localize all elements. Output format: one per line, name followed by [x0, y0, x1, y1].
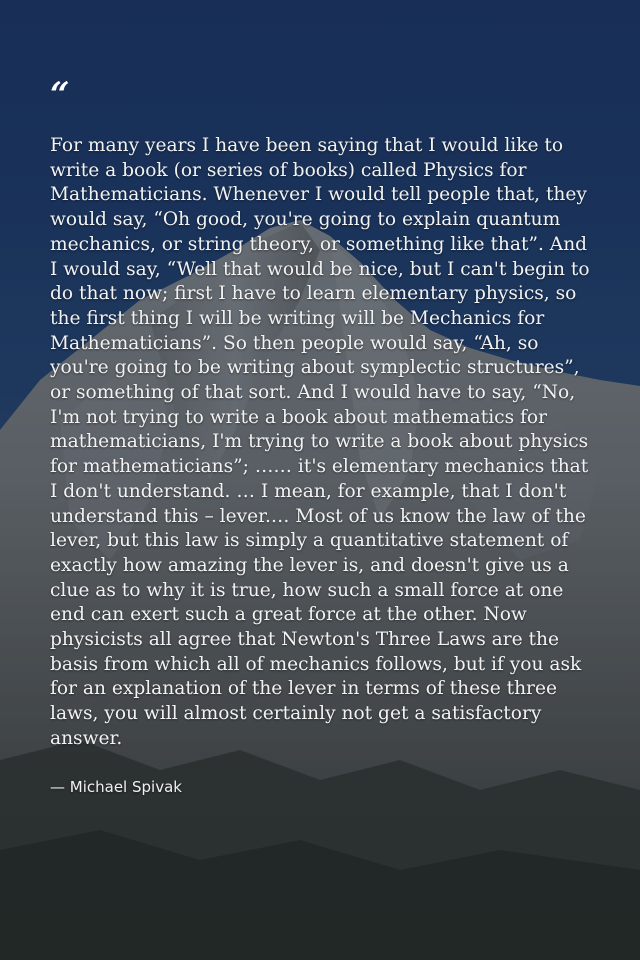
quote-mark-icon: “ — [50, 75, 70, 115]
quote-attribution: — Michael Spivak — [50, 777, 182, 796]
quote-card — [50, 75, 595, 796]
quote-text: For many years I have been saying that I would like to write a book (or series of books) called Physics for Mathematicians. Whenever I would tell people that, they would say, “Oh good, you're going to explain quantum mechanics, or string theory, or something like that”. And I would say, “Well that would be nice, but I can't begin to do that now; first I have to learn elementary physics, so the first thing I will be writing will be Mechanics for Mathematicians”. So then people would say, “Ah, so you're going to be writing about symplectic structures”, or something of that sort. And I would have to say, “No, I'm not trying to write a book about mathematics for mathematicians, I'm trying to write a book about physics for mathematicians”; …… it's elementary mechanics that I don't understand. … I mean, for example, that I don't understand this – lever.… Most of us know the law of the lever, but this law is simply a quantitative statement of exactly how amazing the lever is, and doesn't give us a clue as to why it is true, how such a small force at one end can exert such a great force at the other. Now physicists all agree that Newton's Three Laws are the basis from which all of mechanics follows, but if you ask for an explanation of the lever in terms of these three laws, you will almost certainly not get a satisfactory answer. — [50, 135, 590, 749]
